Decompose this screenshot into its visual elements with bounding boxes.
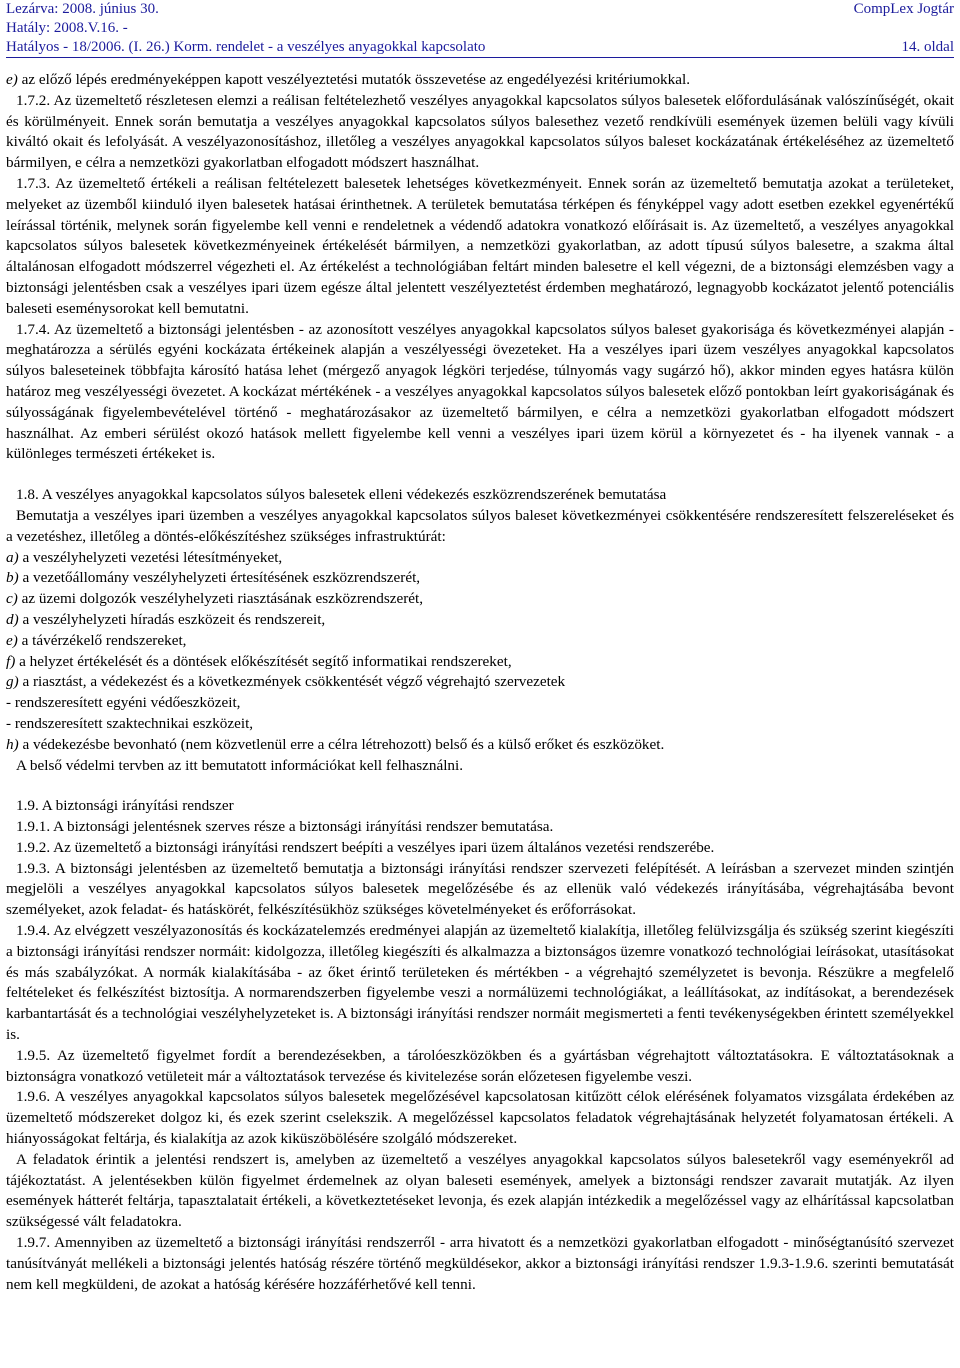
list-item-letter: h)	[6, 735, 19, 753]
paragraph-text: az előző lépés eredményeképpen kapott veszélyeztetési mutatók összevetése az engedélyezési kritériumokkal.	[17, 71, 690, 88]
document-body	[6, 70, 954, 1295]
paragraph-text: 1.9.7. Amennyiben az üzemeltető a biztonsági irányítási rendszerről - arra hivatott és a nemzetközi gyakorlatban elfogadott - minőségtanúsító szervezet tanúsítványát mellékeli a biztonsági jelentés hatóság részére történő megküldésekor, akkor a biztonsági irányítási rendszer 1.9.3-1.9.6. szerinti bemutatását nem kell megküldeni, de azokat a hatóság kérésére hozzáférhetővé kell tenni.	[6, 1234, 954, 1293]
paragraph-text: az üzemi dolgozók veszélyhelyzeti riasztásának eszközrendszerét,	[17, 590, 424, 608]
paragraph	[6, 91, 954, 174]
paragraph	[6, 1087, 954, 1149]
list-item-letter: d)	[6, 610, 19, 628]
list-item-letter: e)	[6, 631, 18, 649]
paragraph	[6, 859, 954, 921]
list-item-letter: b)	[6, 569, 19, 587]
closing-date: Lezárva: 2008. június 30.	[6, 1, 159, 17]
paragraph	[6, 1233, 954, 1295]
paragraph-text: 1.7.4. Az üzemeltető a biztonsági jelentésben - az azonosított veszélyes anyagokkal kapcsolatos súlyos baleset gyakorisága és következményei alapján - meghatározza a sérülés egyéni kockázata értékeinek alapján a veszélyességi övezeteket. Ha a veszélyes ipari üzem veszélyes anyagokkal kapcsolatos súlyos baleseteinek többfajta károsító hatása lehet (mérgező anyagok légköri terjedése, túlnyomás vagy sugárzó hő), akkor minden egyes hatásra külön határoz meg veszélyességi övezetet. A kockázat mértékének - a veszélyes anyagokkal kapcsolatos súlyos balesetek előző pontokban leírt gyakoriságának és súlyosságának figyelembevételével történő - meghatározásakor az üzemeltető bármilyen, e célra a nemzetközi gyakorlatban elfogadott módszert használhat. Az emberi sérülést okozó hatások mellett figyelembe kell venni a veszélyes ipari üzem körül a környezetet és - ha ilyenek vannak - a különleges természeti értékeket is.	[6, 320, 954, 463]
page-number: 14. oldal	[901, 39, 954, 55]
paragraph-text: a védekezésbe bevonható (nem közvetlenül erre a célra létrehozott) belső és a külső erőket és eszközöket.	[18, 735, 665, 753]
paragraph-text: 1.9.1. A biztonsági jelentésnek szerves része a biztonsági irányítási rendszer bemutatása.	[16, 818, 554, 836]
paragraph-text: 1.9.6. A veszélyes anyagokkal kapcsolatos súlyos balesetek megelőzésével kapcsolatosan kitűzött célok elérésének folyamatos vizsgálata érdekében az üzemeltető módszereket dolgoz ki, és ezek szerint cselekszik. A megelőzéssel kapcsolatos feladatok végrehajtásának helyzetét folyamatosan értékeli. A hiányosságokat feltárja, és kialakítja az azok kiküszöbölésére szolgáló módszereket.	[6, 1088, 954, 1148]
list-item-letter: g)	[6, 673, 19, 691]
paragraph-text: 1.9.4. Az elvégzett veszélyazonosítás és kockázatelemzés eredményei alapján az üzemeltető kialakítja, illetőleg felülvizsgálja és szükség szerint kiegészíti a biztonsági irányítási rendszer normáit: kidolgozza, illetőleg kiegészíti és alkalmazza a biztonságos üzemre vonatkozó technológiai leírásokat, utasításokat és más szabályzókat. A normák kialakításába - az őket érintő területeken és mértékben - a végrehajtó személyzetet is bevonja. Részükre a megfelelő feltételeket és felkészítést biztosítja. A normarendszerben figyelembe veszi a normálüzemi technológiákat, a leállításokat, az indításokat, a berendezések karbantartását és a technológiai veszélyhelyzeteket is. A biztonsági irányítási rendszer normáit megismerteti a fenti tevékenységekben érintett személyekkel is.	[6, 922, 954, 1044]
publisher-name: CompLex Jogtár	[853, 1, 954, 17]
paragraph	[6, 506, 954, 548]
list-item	[6, 548, 954, 569]
paragraph	[6, 174, 954, 320]
paragraph-text: 1.9. A biztonsági irányítási rendszer	[16, 797, 234, 815]
paragraph	[6, 796, 954, 817]
list-item-letter: e)	[6, 71, 18, 88]
effective-law: Hatályos - 18/2006. (I. 26.) Korm. rendelet - a veszélyes anyagokkal kapcsolato	[6, 39, 486, 55]
paragraph	[6, 838, 954, 859]
list-item-letter: c)	[6, 590, 18, 608]
paragraph-gap	[6, 776, 954, 796]
paragraph-text: 1.9.5. Az üzemeltető figyelmet fordít a berendezésekben, a tárolóeszközökben és a gyártásban végrehajtott változtatásokra. E változtatásoknak a biztonságra vonatkozó vetületeit már a változtatások tervezése és kivitelezése során előzetesen figyelembe veszi.	[6, 1046, 954, 1085]
paragraph-text: 1.9.2. Az üzemeltető a biztonsági irányítási rendszert beépíti a veszélyes ipari üzem általános vezetési rendszerébe.	[16, 838, 715, 856]
paragraph	[6, 817, 954, 838]
header-divider	[6, 57, 954, 58]
paragraph-text: a riasztást, a védekezést és a következmények csökkentését végző végrehajtó szervezetek	[18, 673, 566, 691]
list-item	[6, 631, 954, 652]
paragraph-text: a helyzet értékelését és a döntések előkészítését segítő informatikai rendszereket,	[15, 652, 512, 670]
paragraph	[6, 1150, 954, 1233]
paragraph-text: a veszélyhelyzeti híradás eszközeit és rendszereit,	[18, 610, 326, 628]
list-item-letter: a)	[6, 548, 19, 566]
paragraph-text: 1.7.3. Az üzemeltető értékeli a reálisan feltételezett balesetek lehetséges következményeit. Ennek során az üzemeltető bemutatja azokat a területeket, melyeket az üzemből kiinduló ilyen balesetek hatásai érinthetnek. A területek bemutatása térképen és fényképpel vagy adott esetben ezekkel egyenértékű leírással történik, melynek során figyelembe kell venni e rendeletnek a védendő adatokra vonatkozó előírásait is. Az üzemeltető, a veszélyes anyagokkal kapcsolatos súlyos balesetek következményeinek értékelését bármilyen, a nemzetközi gyakorlatban, az adott típusú súlyos balesetre, a szakma által általánosan elfogadott módszerrel végezheti el. Az értékelést a technológiában feltárt minden balesetre el kell végezni, de a biztonsági elemzésben vagy a biztonsági jelentésben csak a veszélyes ipari üzem egésze által jelentett veszélyeztetést érdemben meghatározó, legnagyobb kockázatot jelentő potenciális baleseti eseménysorokat kell bemutatni.	[6, 174, 954, 317]
page-header	[6, 0, 954, 60]
list-item	[6, 589, 954, 610]
paragraph	[6, 756, 954, 777]
list-item	[6, 672, 954, 693]
paragraph	[6, 693, 954, 714]
list-item	[6, 70, 954, 91]
scope-date: Hatály: 2008.V.16. -	[6, 20, 128, 36]
paragraph-text: A feladatok érintik a jelentési rendszert is, amelyben az üzemeltető a veszélyes anyagokkal kapcsolatos súlyos balesetekről vagy eseményekről ad tájékoztatást. A jelentésekben külön figyelmet érdemelnek az olyan baleseti események, amelyek a biztonsági rendszer zavarait mutatják. Az ilyen események hátterét feltárja, tapasztalatait értékeli, a következtetéseket levonja, és ezek alapján intézkedik a megelőzéssel vagy az elhárítással kapcsolatban szükségessé vált feladatokra.	[6, 1150, 954, 1231]
paragraph	[6, 485, 954, 506]
paragraph	[6, 714, 954, 735]
paragraph-text: - rendszeresített szaktechnikai eszközeit,	[6, 714, 254, 732]
paragraph-text: a vezetőállomány veszélyhelyzeti értesítésének eszközrendszerét,	[18, 569, 421, 587]
paragraph-gap	[6, 465, 954, 485]
paragraph-text: A belső védelmi tervben az itt bemutatott információkat kell felhasználni.	[16, 756, 464, 774]
list-item-letter: f)	[6, 652, 16, 670]
paragraph-text: - rendszeresített egyéni védőeszközeit,	[6, 694, 241, 712]
list-item	[6, 735, 954, 756]
paragraph-text: 1.7.2. Az üzemeltető részletesen elemzi a reálisan feltételezhető veszélyes anyagokkal kapcsolatos súlyos balesetek előfordulásának valószínűségét, okait és körülményeit. Ennek során bemutatja a veszélyes anyagokkal kapcsolatos súlyos balesethez vezető rendkívüli események üzemen belüli vagy kívüli kiváltó okait és lefolyását. A veszélyazonosításhoz, illetőleg a veszélyes anyagokkal kapcsolatos súlyos baleset kockázatának értékeléséhez az üzemeltető bármilyen, e célra a nemzetközi gyakorlatban elfogadott módszert használhat.	[6, 91, 954, 172]
paragraph-text: 1.8. A veszélyes anyagokkal kapcsolatos súlyos balesetek elleni védekezés eszközrendszerének bemutatása	[16, 486, 667, 504]
paragraph	[6, 921, 954, 1046]
paragraph	[6, 1046, 954, 1088]
list-item	[6, 652, 954, 673]
paragraph-text: a veszélyhelyzeti vezetési létesítményeket,	[18, 548, 283, 566]
paragraph-text: Bemutatja a veszélyes ipari üzemben a veszélyes anyagokkal kapcsolatos súlyos baleset következményei csökkentésére rendszeresített felszereléseket és a vezetéshez, illetőleg a döntés-előkészítéshez szükséges infrastruktúrát:	[6, 506, 954, 545]
list-item	[6, 568, 954, 589]
paragraph	[6, 320, 954, 466]
paragraph-text: a távérzékelő rendszereket,	[17, 631, 187, 649]
list-item	[6, 610, 954, 631]
paragraph-text: 1.9.3. A biztonsági jelentésben az üzemeltető bemutatja a biztonsági irányítási rendszer szervezeti felépítését. A leírásban a szervezet minden szintjén megjelöli a veszélyes anyagokkal kapcsolatos súlyos balesetek megelőzésébe és az ellenük való védekezés irányításába, végrehajtásába bevont személyeket, azok feladat- és hatáskörét, felkészítésükhöz szükséges követelményeket és erőforrásokat.	[6, 859, 954, 919]
